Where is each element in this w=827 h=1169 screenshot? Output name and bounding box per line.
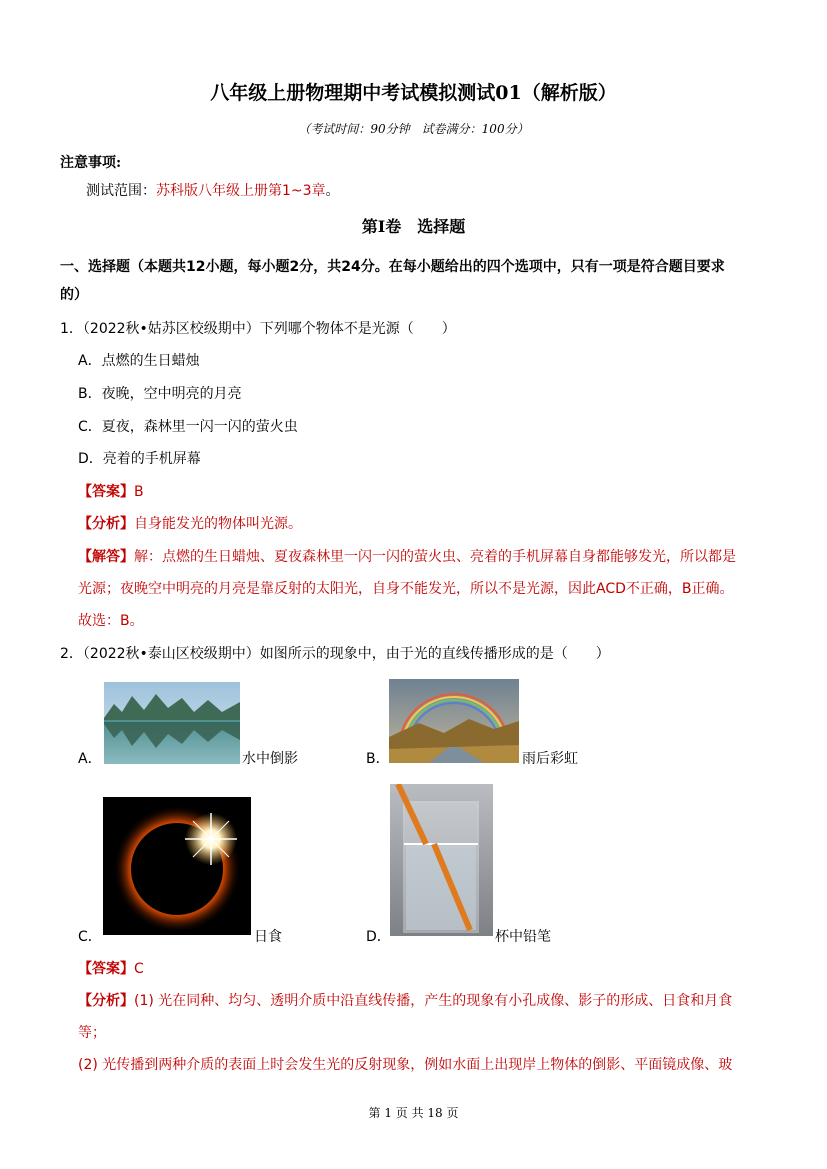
q2-option-b-caption: 雨后彩虹 bbox=[522, 751, 578, 767]
q1-option-b: B．夜晚，空中明亮的月亮 bbox=[78, 386, 242, 402]
q1-solution-label: 【解答】 bbox=[78, 549, 134, 565]
q1-solution-line3: 故选：B。 bbox=[78, 613, 144, 629]
part-heading-line1: 一、选择题（本题共12小题，每小题2分，共24分。在每小题给出的四个选项中，只有一项是符合题目要求 bbox=[60, 259, 725, 275]
scope-value: 苏科版八年级上册第1~3章 bbox=[156, 183, 326, 199]
q2-option-a-caption: 水中倒影 bbox=[242, 751, 298, 767]
q1-stem: 1．（2022秋•姑苏区校级期中）下列哪个物体不是光源（ ） bbox=[60, 321, 456, 337]
q1-answer-label: 【答案】 bbox=[78, 484, 134, 500]
q1-option-d: D．亮着的手机屏幕 bbox=[78, 451, 201, 467]
q2-answer-value: C bbox=[134, 961, 144, 977]
solar-eclipse-image bbox=[103, 797, 251, 935]
q1-solution-line2: 光源；夜晚空中明亮的月亮是靠反射的太阳光，自身不能发光，所以不是光源，因此ACD不正确，B正确。 bbox=[78, 581, 734, 597]
exam-info: （考试时间：90分钟 试卷满分：100分） bbox=[298, 122, 529, 136]
part-heading-line2: 的） bbox=[60, 287, 88, 303]
scope-end: 。 bbox=[325, 183, 340, 199]
q2-option-d-caption: 杯中铅笔 bbox=[495, 929, 551, 945]
q1-option-c: C．夏夜，森林里一闪一闪的萤火虫 bbox=[78, 419, 298, 435]
q2-analysis-line3: (2) 光传播到两种介质的表面上时会发生光的反射现象，例如水面上出现岸上物体的倒影、平面镜成像、玻 bbox=[78, 1057, 733, 1073]
rainbow-image bbox=[389, 679, 519, 763]
q1-solution bbox=[78, 546, 736, 566]
page-title: 八年级上册物理期中考试模拟测试01（解析版） bbox=[210, 82, 617, 104]
water-reflection-image bbox=[104, 682, 240, 764]
q2-option-a-letter: A． bbox=[78, 751, 102, 767]
section-title: 第Ⅰ卷 选择题 bbox=[361, 217, 466, 236]
q1-option-a: A．点燃的生日蜡烛 bbox=[78, 353, 200, 369]
q2-analysis-line2: 等； bbox=[78, 1025, 106, 1041]
q1-analysis-text: 自身能发光的物体叫光源。 bbox=[134, 516, 302, 532]
page-footer: 第 1 页 共 18 页 bbox=[368, 1106, 459, 1120]
q2-option-c-letter: C． bbox=[78, 929, 102, 945]
q1-answer-value: B bbox=[134, 484, 144, 500]
q2-analysis-line1: (1) 光在同种、均匀、透明介质中沿直线传播，产生的现象有小孔成像、影子的形成、日食和月食 bbox=[134, 993, 733, 1009]
q1-answer bbox=[78, 481, 144, 501]
q2-option-d-letter: D． bbox=[366, 929, 391, 945]
q2-stem: 2．（2022秋•泰山区校级期中）如图所示的现象中，由于光的直线传播形成的是（ ） bbox=[60, 646, 610, 662]
scope-label: 测试范围： bbox=[86, 183, 156, 199]
q1-analysis-label: 【分析】 bbox=[78, 516, 134, 532]
q2-analysis bbox=[78, 990, 732, 1010]
q2-option-c-caption: 日食 bbox=[254, 929, 282, 945]
pencil-in-glass-image bbox=[390, 784, 493, 936]
q2-analysis-label: 【分析】 bbox=[78, 993, 134, 1009]
q1-solution-line1: 解：点燃的生日蜡烛、夏夜森林里一闪一闪的萤火虫、亮着的手机屏幕自身都能够发光，所以都是 bbox=[134, 549, 736, 565]
q2-answer-label: 【答案】 bbox=[78, 961, 134, 977]
notes-heading: 注意事项: bbox=[60, 155, 122, 171]
q2-answer bbox=[78, 958, 144, 978]
q2-option-b-letter: B． bbox=[366, 751, 390, 767]
q1-analysis bbox=[78, 513, 302, 533]
test-scope bbox=[86, 180, 340, 200]
